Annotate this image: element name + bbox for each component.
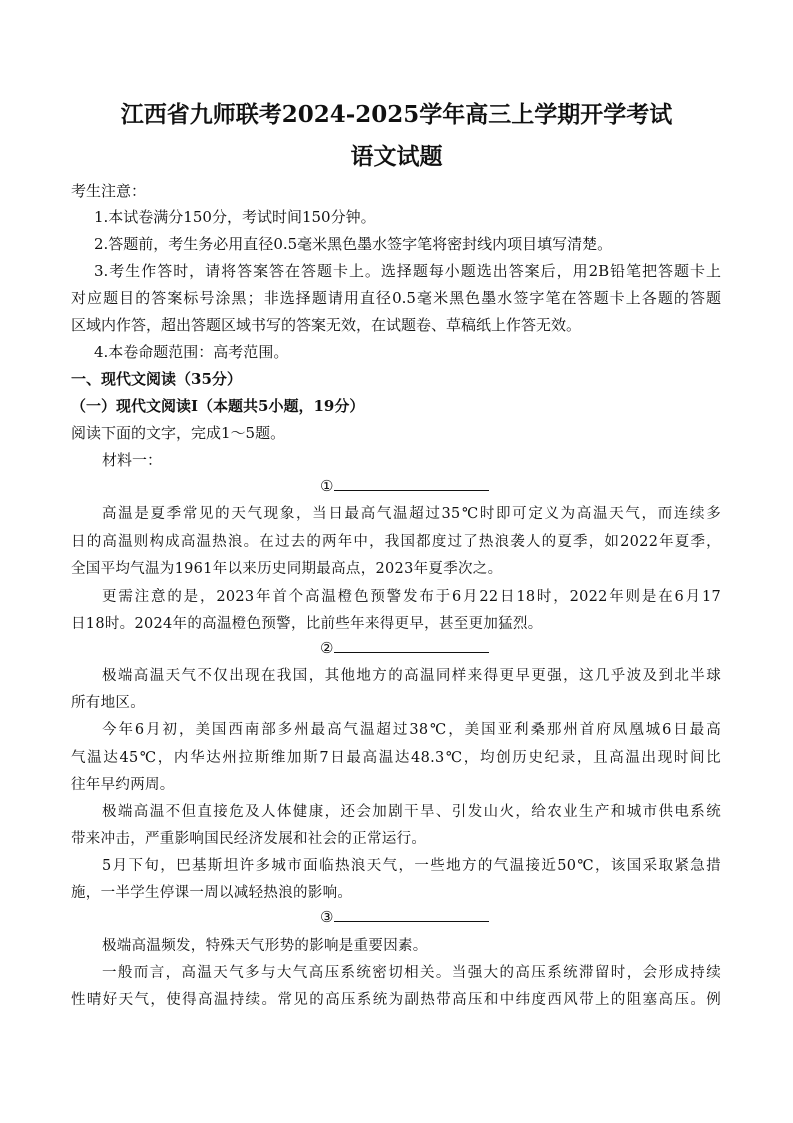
- subsection-heading: （一）现代文阅读Ⅰ（本题共5小题，19分）: [71, 397, 365, 415]
- notice-item-4: 4.本卷命题范围：高考范围。: [94, 343, 289, 361]
- fill-blank: [334, 476, 489, 491]
- notice-item-2: 2.答题前，考生务必用直径0.5毫米黑色墨水签字笔将密封线内项目填写清楚。: [94, 235, 613, 253]
- reading-instruction: 阅读下面的文字，完成1～5题。: [71, 424, 286, 442]
- paragraph-6-line-1: 5月下旬，巴基斯坦许多城市面临热浪天气，一些地方的气温接近50℃，该国采取紧急措: [102, 858, 721, 874]
- material-label: 材料一：: [102, 451, 163, 469]
- notice-item-3-cont-1: 对应题目的答案标号涂黑；非选择题请用直径0.5毫米黑色墨水签字笔在答题卡上各题的答题: [71, 289, 721, 307]
- paragraph-5-line-1: 极端高温不但直接危及人体健康，还会加剧干旱、引发山火，给农业生产和城市供电系统: [102, 804, 721, 820]
- paragraph-3-line-1: 极端高温天气不仅出现在我国，其他地方的高温同样来得更早更强，这几乎波及到北半球: [102, 668, 721, 684]
- paragraph-2-line-1: 更需注意的是，2023年首个高温橙色预警发布于6月22日18时，2022年则是在6月17: [102, 589, 721, 605]
- notice-item-1: 1.本试卷满分150分，考试时间150分钟。: [94, 208, 376, 226]
- exam-subtitle: 语文试题: [350, 143, 443, 170]
- notice-item-3-cont-2: 区域内作答，超出答题区域书写的答案无效，在试题卷、草稿纸上作答无效。: [71, 316, 582, 334]
- blank-heading-3: [320, 907, 489, 926]
- exam-title: 江西省九师联考2024-2025学年高三上学期开学考试: [120, 101, 673, 128]
- paragraph-6-line-2: 施，一半学生停课一周以减轻热浪的影响。: [71, 885, 353, 901]
- fill-blank: [334, 638, 489, 653]
- blank-heading-2: [320, 638, 489, 657]
- paragraph-4-line-3: 往年早约两周。: [71, 777, 175, 793]
- paragraph-8-line-1: 一般而言，高温天气多与大气高压系统密切相关。当强大的高压系统滞留时，会形成持续: [102, 965, 721, 981]
- paragraph-8-line-2: 性晴好天气，使得高温持续。常见的高压系统为副热带高压和中纬度西风带上的阻塞高压。例: [71, 992, 721, 1008]
- paragraph-3-line-2: 所有地区。: [71, 695, 145, 711]
- notice-item-3: 3.考生作答时，请将答案答在答题卡上。选择题每小题选出答案后，用2B铅笔把答题卡上: [94, 262, 721, 280]
- notice-heading: 考生注意：: [71, 182, 147, 200]
- circled-number: ①: [320, 477, 334, 495]
- circled-number: ③: [320, 908, 334, 926]
- blank-heading-1: [320, 476, 489, 495]
- paragraph-1-line-3: 全国平均气温为1961年以来历史同期最高点，2023年夏季次之。: [71, 561, 503, 577]
- paragraph-1-line-2: 日的高温则构成高温热浪。在过去的两年中，我国都度过了热浪袭人的夏季，如2022年夏季，: [71, 534, 721, 550]
- paragraph-5-line-2: 带来冲击，严重影响国民经济发展和社会的正常运行。: [71, 831, 427, 847]
- circled-number: ②: [320, 639, 334, 657]
- paragraph-4-line-1: 今年6月初，美国西南部多州最高气温超过38℃，美国亚利桑那州首府凤凰城6日最高: [102, 722, 721, 738]
- paragraph-1-line-1: 高温是夏季常见的天气现象，当日最高气温超过35℃时即可定义为高温天气，而连续多: [102, 506, 721, 522]
- paragraph-4-line-2: 气温达45℃，内华达州拉斯维加斯7日最高温达48.3℃，均创历史纪录，且高温出现时间比: [71, 750, 721, 766]
- section-heading: 一、现代文阅读（35分）: [71, 370, 242, 388]
- paragraph-7-line-1: 极端高温频发，特殊天气形势的影响是重要因素。: [102, 938, 428, 954]
- fill-blank: [334, 907, 489, 922]
- paragraph-2-line-2: 日18时。2024年的高温橙色预警，比前些年来得更早，甚至更加猛烈。: [71, 616, 543, 632]
